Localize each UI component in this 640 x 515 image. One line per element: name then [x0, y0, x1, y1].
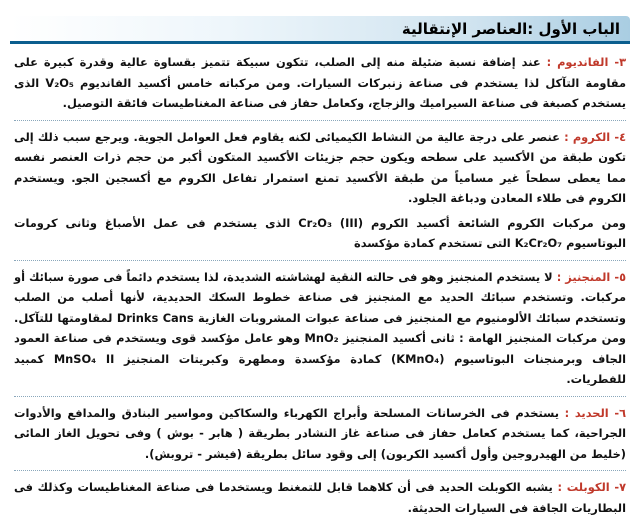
element-name: الفانديوم : — [546, 55, 609, 69]
item-number: ٤- — [614, 129, 627, 144]
item-number: ٦- — [614, 405, 627, 420]
paragraph-cobalt — [14, 477, 626, 515]
paragraph-text: ومن مركبات الكروم الشائعة أكسيد الكروم (III) Cr₂O₃ الذى يستخدم فى عمل الأصباغ وثانى كرومات البوتاسيوم K₂Cr₂O₇ التى تستخدم كمادة مؤكسدة — [14, 215, 626, 250]
paragraph-manganese — [14, 267, 626, 397]
item-number: ٧- — [614, 480, 627, 494]
item-number: ٣- — [614, 55, 627, 69]
paragraph-text: يستخدم فى الخرسانات المسلحة وأبراج الكهرباء والسكاكين ومواسير البنادق والمدافع والأدوات الجراحية، كما يستخدم كعامل حفاز فى صناعة غاز النشادر بطريقة ( هابر - بوش ) وفى تحويل الغاز المائى (خليط من الهيدروجين وأول أكسيد الكربون) إلى وقود سائل بطريقة (فيشر - تروبش). — [14, 405, 626, 461]
paragraph-chromium — [14, 127, 626, 211]
element-name: المنجنيز : — [556, 269, 611, 284]
item-number: ٥- — [614, 269, 627, 284]
element-name: الكروم : — [564, 129, 611, 144]
document-body — [14, 52, 627, 515]
chapter-title: الباب الأول :العناصر الإنتقالية — [401, 19, 620, 38]
paragraph-text: عنصر على درجة عالية من النشاط الكيميائى لكنه يقاوم فعل العوامل الجوية. ويرجع سبب ذلك إلى تكون طبقة من الأكسيد على سطحه ويكون حجم جزيئات الأكسيد المتكون أكبر من حجم ذرات العنصر نفسه مما يعطى سطحاً غير مسامياً من طبقة الأكسيد تمنع استمرار تفاعل الكروم مع أكسجين الجو. ويستخدم الكروم فى طلاء المعادن ودباغة الجلود. — [14, 129, 626, 205]
element-name: الكوبلت : — [557, 480, 610, 494]
paragraph-iron — [14, 403, 626, 472]
paragraph-text: يشبه الكوبلت الحديد فى أن كلاهما قابل للتمغنط ويستخدما فى صناعة المغناطيسات وكذلك فى البطاريات الجافة فى السيارات الحديثة. — [14, 480, 626, 515]
paragraph-chromium-compounds — [14, 213, 626, 261]
chapter-header — [10, 16, 630, 44]
paragraph-text: لا يستخدم المنجنيز وهو فى حالته النقية لهشاشته الشديدة، لذا يستخدم دائماً فى صورة سبائك أو مركبات. وتستخدم سبائك الحديد مع المنجنيز فى صناعة خطوط السكك الحديدية، لأنها أصلب من الصلب وتستخدم سبائك الألومنيوم مع المنجنيز فى صناعة عبوات المشروبات الغازية Drinks Cans لمقاومتها للتآكل. ومن مركبات المنجنيز الهامة : ثانى أكسيد المنجنيز MnO₂ وهو عامل مؤكسد قوى ويستخدم فى صناعة العمود الجاف وبرمنجنات البوتاسيوم (KMnO₄) كمادة مؤكسدة ومطهرة وكبريتات المنجنيز MnSO₄ II كمبيد للفطريات. — [14, 269, 627, 386]
paragraph-vanadium — [14, 52, 626, 121]
element-name: الحديد : — [564, 405, 609, 420]
paragraph-text: عند إضافة نسبة ضئيلة منه إلى الصلب، تتكون سبيكة تتميز بقساوة عالية وقدرة كبيرة على مقاومة التآكل لذا يستخدم فى صناعة زنبركات السيارات. ومن مركباته خامس أكسيد الفانديوم V₂O₅ الذى يستخدم كصبغة فى صناعة السيراميك والزجاج، وكعامل حفاز فى صناعة المغناطيسات فائقة التوصيل. — [14, 55, 627, 110]
